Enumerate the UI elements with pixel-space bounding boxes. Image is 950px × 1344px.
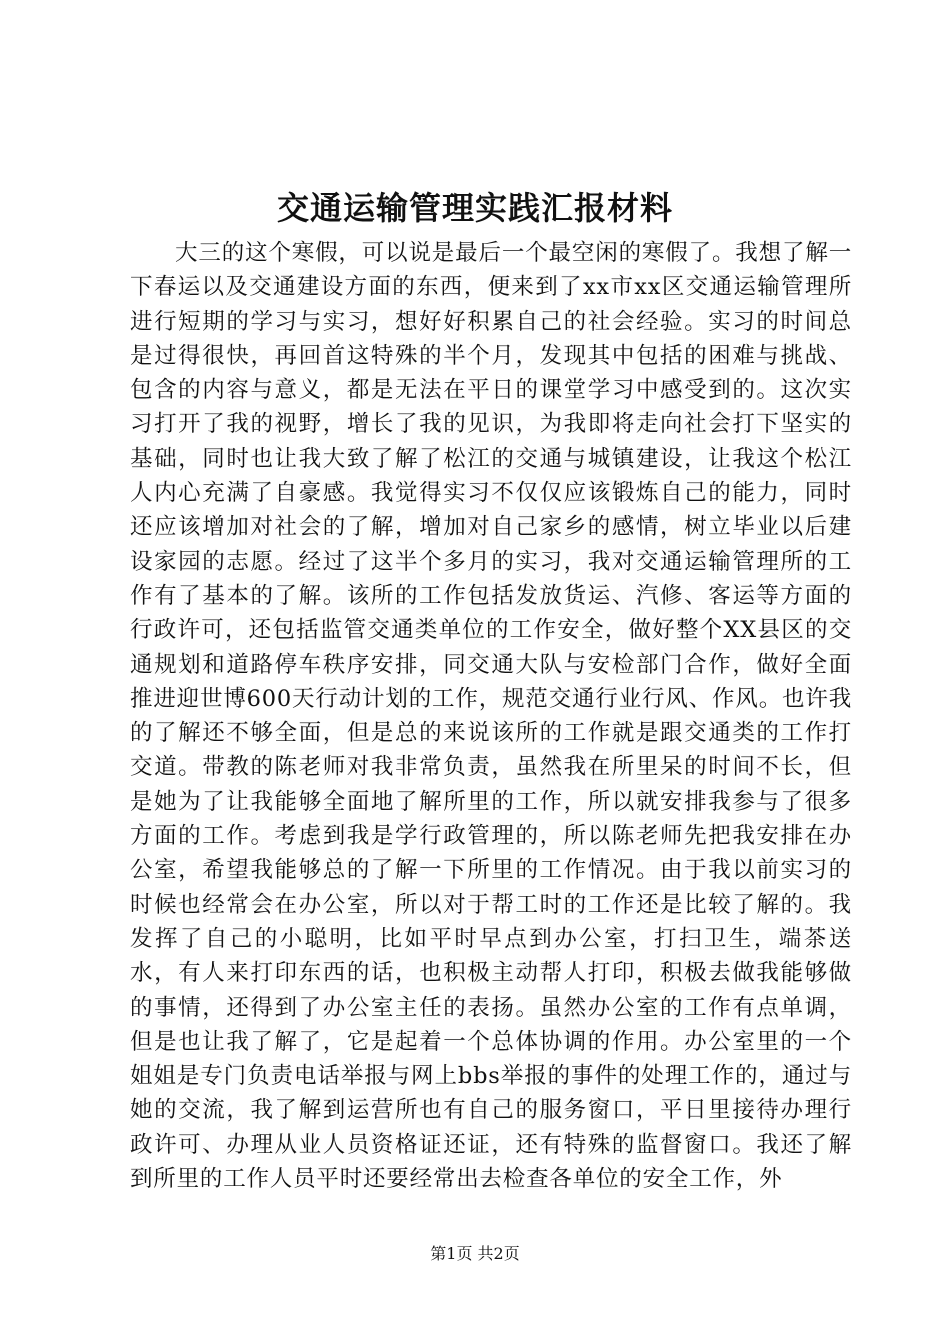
page-number-footer: 第1页 共2页 [430,1244,520,1263]
document-title: 交通运输管理实践汇报材料 [276,189,673,227]
document-body-paragraph: 大三的这个寒假，可以说是最后一个最空闲的寒假了。我想了解一下春运以及交通建设方面的东西，便来到了xx市xx区交通运输管理所进行短期的学习与实习，想好好积累自己的社会经验。实习的时间总是过得很快，再回首这特殊的半个月，发现其中包括的困难与挑战、包含的内容与意义，都是无法在平日的课堂学习中感受到的。这次实习打开了我的视野，增长了我的见识，为我即将走向社会打下坚实的基础，同时也让我大致了解了松江的交通与城镇建设，让我这个松江人内心充满了自豪感。我觉得实习不仅仅应该锻炼自己的能力，同时还应该增加对社会的了解，增加对自己家乡的感情，树立毕业以后建设家园的志愿。经过了这半个多月的实习，我对交通运输管理所的工作有了基本的了解。该所的工作包括发放货运、汽修、客运等方面的行政许可，还包括监管交通类单位的工作安全，做好整个XX县区的交通规划和道路停车秩序安排，同交通大队与安检部门合作，做好全面推进迎世博600天行动计划的工作，规范交通行业行风、作风。也许我的了解还不够全面，但是总的来说该所的工作就是跟交通类的工作打交道。带教的陈老师对我非常负责，虽然我在所里呆的时间不长，但是她为了让我能够全面地了解所里的工作，所以就安排我参与了很多方面的工作。考虑到我是学行政管理的，所以陈老师先把我安排在办公室，希望我能够总的了解一下所里的工作情况。由于我以前实习的时候也经常会在办公室，所以对于帮工时的工作还是比较了解的。我发挥了自己的小聪明，比如平时早点到办公室，打扫卫生，端茶送水，有人来打印东西的话，也积极主动帮人打印，积极去做我能够做的事情，还得到了办公室主任的表扬。虽然办公室的工作有点单调，但是也让我了解了，它是起着一个总体协调的作用。办公室里的一个姐姐是专门负责电话举报与网上bbs举报的事件的处理工作的，通过与她的交流，我了解到运营所也有自己的服务窗口，平日里接待办理行政许可、办理从业人员资格证还证，还有特殊的监督窗口。我还了解到所里的工作人员平时还要经常出去检查各单位的安全工作，外 [130,240,852,1193]
